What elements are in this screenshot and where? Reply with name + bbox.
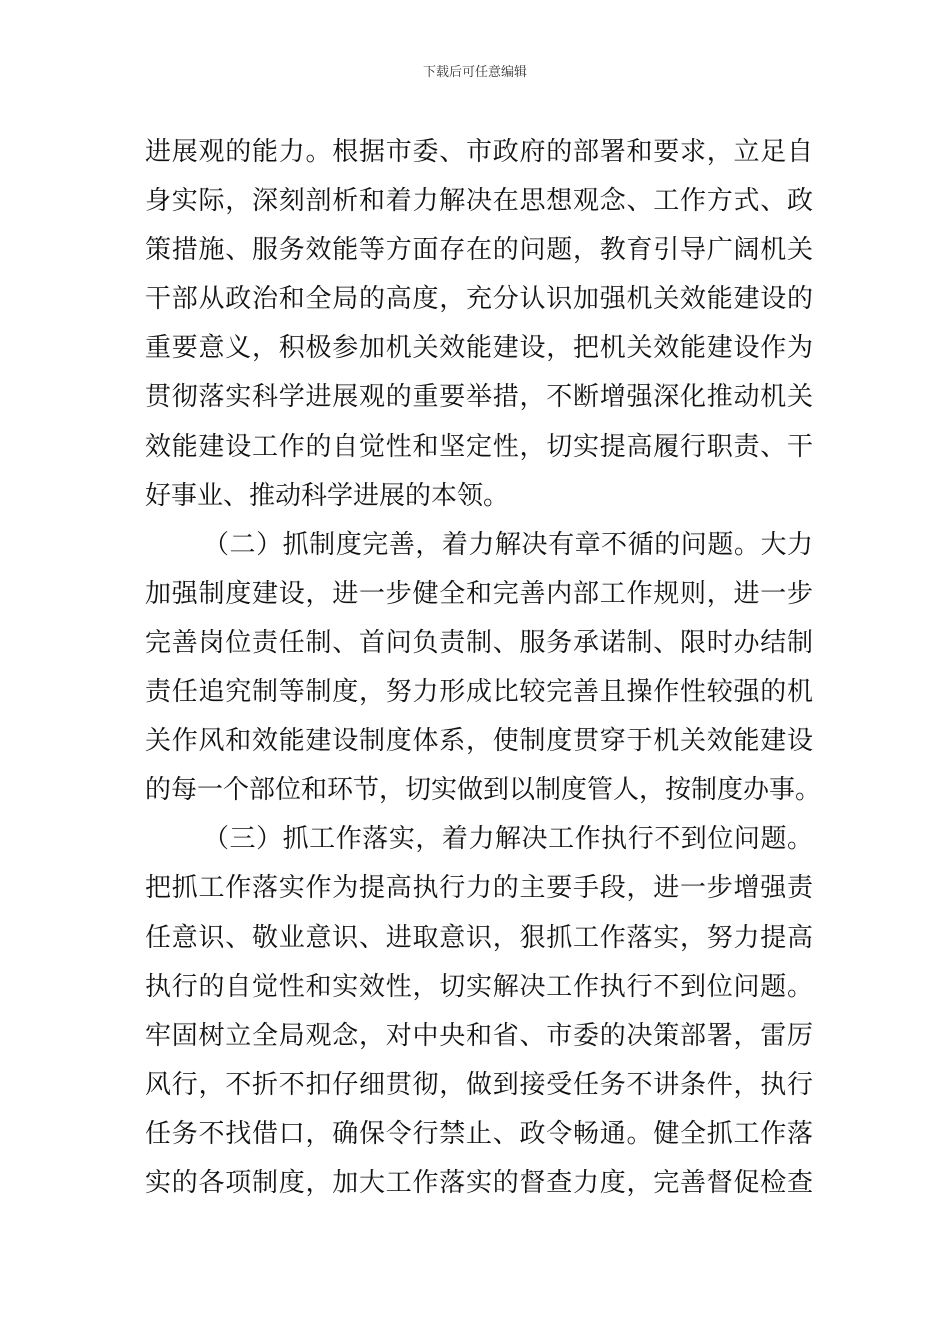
text-line: 进展观的能力。根据市委、市政府的部署和要求，立足自	[145, 137, 813, 167]
text-line: 重要意义，积极参加机关效能建设，把机关效能建设作为	[145, 333, 813, 364]
text-line: 关作风和效能建设制度体系，使制度贯穿于机关效能建设	[145, 726, 813, 757]
text-line: 任意识、敬业意识、进取意识，狠抓工作落实，努力提高	[145, 922, 813, 953]
text-line: 执行的自觉性和实效性，切实解决工作执行不到位问题。	[145, 971, 813, 1002]
text-line: 效能建设工作的自觉性和坚定性，切实提高履行职责、干	[145, 431, 813, 462]
text-line: 责任追究制等制度，努力形成比较完善且操作性较强的机	[145, 677, 813, 708]
paragraph-3	[145, 815, 813, 1208]
text-line: 任务不找借口，确保令行禁止、政令畅通。健全抓工作落	[145, 1118, 813, 1149]
text-line: 贯彻落实科学进展观的重要举措，不断增强深化推动机关	[145, 382, 813, 413]
text-line: 的每一个部位和环节，切实做到以制度管人，按制度办事。	[145, 775, 822, 806]
text-line: 干部从政治和全局的高度，充分认识加强机关效能建设的	[145, 284, 813, 315]
page-header: 下载后可任意编辑	[422, 65, 527, 80]
text-line: 策措施、服务效能等方面存在的问题，教育引导广阔机关	[145, 235, 813, 266]
text-line: 好事业、推动科学进展的本领。	[145, 480, 510, 511]
text-line: 身实际，深刻剖析和着力解决在思想观念、工作方式、政	[145, 186, 813, 217]
text-line: 完善岗位责任制、首问负责制、服务承诺制、限时办结制	[145, 627, 813, 658]
text-line: 把抓工作落实作为提高执行力的主要手段，进一步增强责	[145, 873, 813, 904]
text-line: 实的各项制度，加大工作落实的督查力度，完善督促检查	[145, 1167, 813, 1198]
text-line: 加强制度建设，进一步健全和完善内部工作规则，进一步	[145, 578, 813, 609]
text-line: 牢固树立全局观念，对中央和省、市委的决策部署，雷厉	[145, 1020, 813, 1051]
text-line: （二）抓制度完善，着力解决有章不循的问题。大力	[203, 529, 813, 560]
text-line: （三）抓工作落实，着力解决工作执行不到位问题。	[203, 824, 813, 855]
paragraph-1	[145, 128, 813, 521]
text-line: 风行，不折不扣仔细贯彻，做到接受任务不讲条件，执行	[145, 1069, 813, 1100]
document-body	[145, 128, 822, 1208]
paragraph-2	[145, 521, 822, 816]
